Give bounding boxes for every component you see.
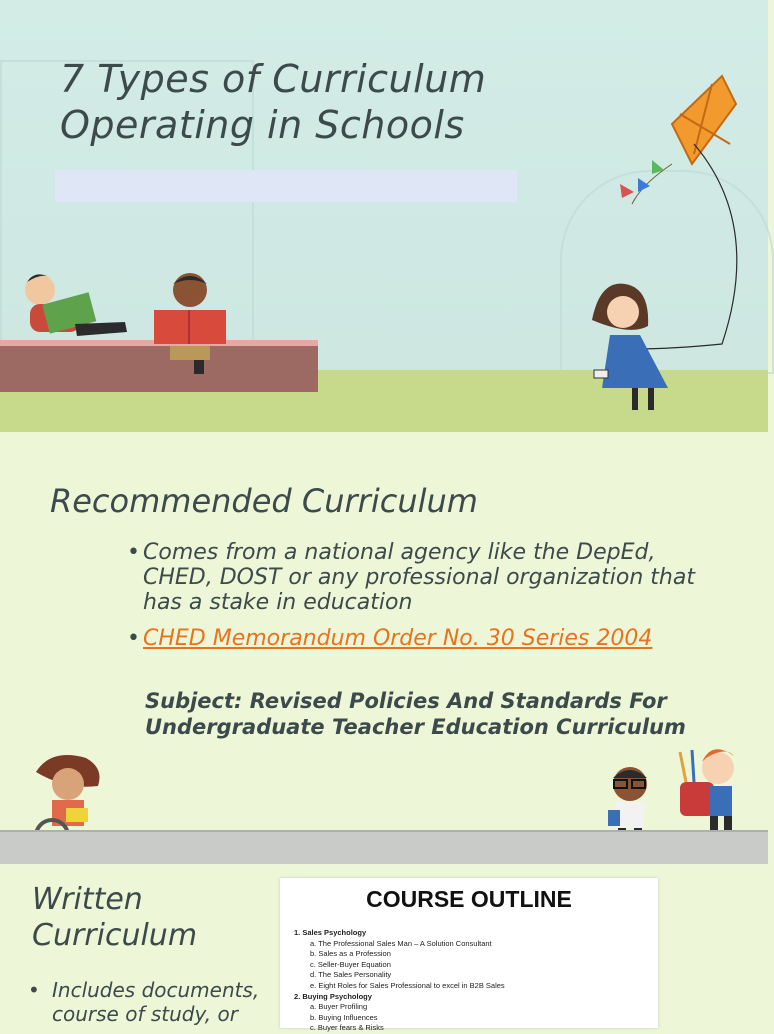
title-line-2: Operating in Schools bbox=[60, 103, 465, 147]
outline-item: c. Seller-Buyer Equation bbox=[310, 959, 391, 969]
outline-item: d. The Sales Personality bbox=[310, 970, 392, 980]
slide-heading: Written Curriculum bbox=[32, 882, 198, 953]
girl-flying-kite-illustration bbox=[580, 280, 680, 415]
bullet-marker: • bbox=[127, 540, 140, 565]
slide-title bbox=[60, 56, 486, 148]
document-title: COURSE OUTLINE bbox=[366, 886, 572, 912]
outline-item: c. Buyer fears & Risks bbox=[310, 1023, 384, 1033]
course-outline-list bbox=[294, 928, 505, 1034]
bullet-marker: • bbox=[28, 978, 40, 1002]
bullet-marker: • bbox=[127, 626, 140, 651]
slide-heading: Recommended Curriculum bbox=[50, 482, 478, 520]
ched-memorandum-link[interactable]: CHED Memorandum Order No. 30 Series 2004 bbox=[143, 626, 653, 651]
road bbox=[0, 830, 768, 866]
course-outline-document bbox=[280, 878, 658, 1033]
child-reading-sitting-illustration bbox=[150, 268, 235, 378]
title-slide[interactable] bbox=[0, 0, 768, 432]
outline-item: b. Buying Influences bbox=[310, 1012, 378, 1022]
written-curriculum-slide[interactable] bbox=[0, 864, 768, 1033]
outline-item: a. The Professional Sales Man – A Solution Consultant bbox=[310, 938, 492, 948]
bullet-text: Includes documents, course of study, or bbox=[52, 978, 260, 1026]
bullet-text: Comes from a national agency like the DepEd, CHED, DOST or any professional organization that has a stake in education bbox=[143, 540, 695, 615]
bullet-item bbox=[127, 540, 703, 615]
outline-item: b. Sales as a Profession bbox=[310, 949, 391, 959]
title-line-1: 7 Types of Curriculum bbox=[60, 57, 487, 101]
subject-text: Subject: Revised Policies And Standards For Undergraduate Teacher Education Curriculum bbox=[145, 689, 686, 739]
bullet-item bbox=[30, 978, 270, 1026]
outline-section: 2. Buying Psychology bbox=[294, 991, 372, 1001]
outline-section: 1. Sales Psychology bbox=[294, 928, 367, 937]
outline-item: e. Eight Roles for Sales Professional to excel in B2B Sales bbox=[310, 980, 505, 990]
child-reading-lying-illustration bbox=[15, 262, 135, 347]
recommended-curriculum-slide[interactable] bbox=[0, 432, 768, 864]
subtitle-placeholder[interactable] bbox=[55, 170, 517, 202]
outline-item: a. Buyer Profiling bbox=[310, 1002, 368, 1012]
bullet-item bbox=[127, 626, 703, 652]
